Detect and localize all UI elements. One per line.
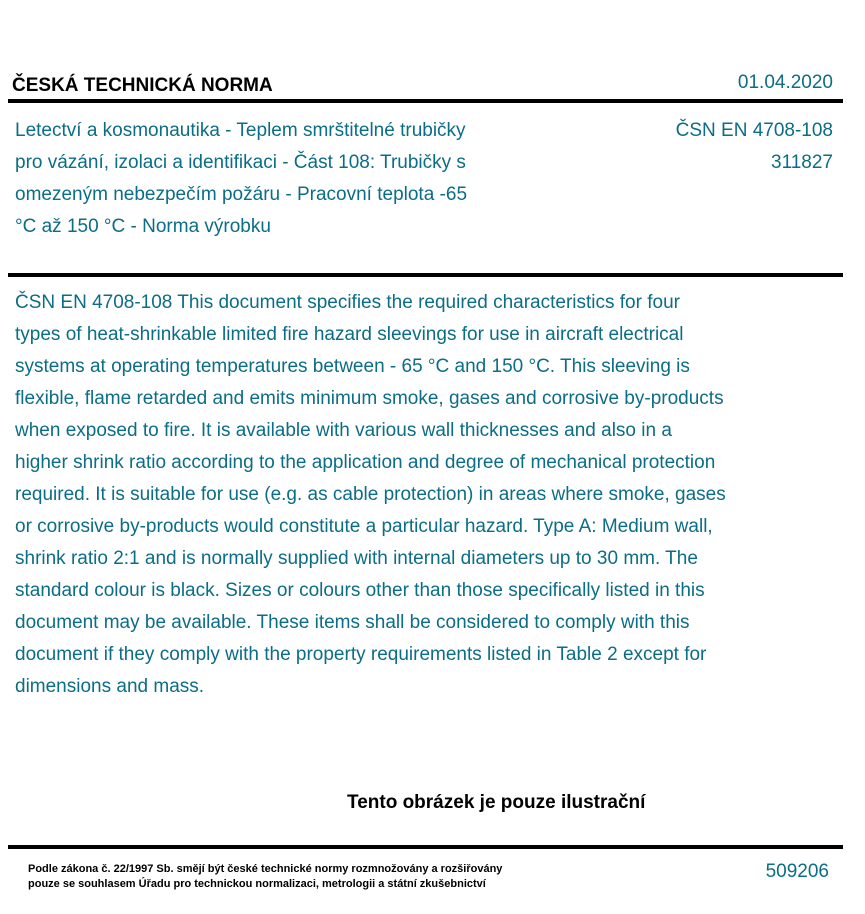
legal-notice xyxy=(28,862,502,892)
legal-notice-line-2: pouze se souhlasem Úřadu pro technickou normalizaci, metrologii a státní zkušebnictví xyxy=(28,878,486,890)
norm-heading: ČESKÁ TECHNICKÁ NORMA xyxy=(12,75,273,96)
bottom-divider xyxy=(8,845,843,849)
abstract-text: ČSN EN 4708-108 This document specifies the required characteristics for four types of heat-shrinkable limited fire hazard sleevings for use in aircraft electrical systems at operating temperatures between - 65 °C and 150 °C. This sleeving is flexible, flame retarded and emits minimum smoke, gases and corrosive by-products when exposed to fire. It is available with various wall thicknesses and also in a higher shrink ratio according to the application and degree of mechanical protection required. It is suitable for use (e.g. as cable protection) in areas where smoke, gases or corrosive by-products would constitute a particular hazard. Type A: Medium wall, shrink ratio 2:1 and is normally supplied with internal diameters up to 30 mm. The standard colour is black. Sizes or colours other than those specifically listed in this document may be available. These items shall be considered to comply with this document if they comply with the property requirements listed in Table 2 except for dimensions and mass. xyxy=(15,292,726,697)
catalog-number: 509206 xyxy=(765,861,829,882)
illustration-note: Tento obrázek je pouze ilustrační xyxy=(347,792,646,813)
middle-divider xyxy=(8,273,843,277)
standard-title: Letectví a kosmonautika - Teplem smrštitelné trubičky pro vázání, izolaci a identifikaci - Část 108: Trubičky s omezeným nebezpečím požáru - Pracovní teplota -65 °C až 150 °C - Norma výrobku xyxy=(15,120,468,237)
standard-code: ČSN EN 4708-108 xyxy=(675,120,833,141)
top-divider xyxy=(8,99,843,103)
standard-number: 311827 xyxy=(771,152,833,173)
publication-date: 01.04.2020 xyxy=(737,72,833,93)
legal-notice-line-1: Podle zákona č. 22/1997 Sb. smějí být české technické normy rozmnožovány a rozšiřovány xyxy=(28,863,503,875)
